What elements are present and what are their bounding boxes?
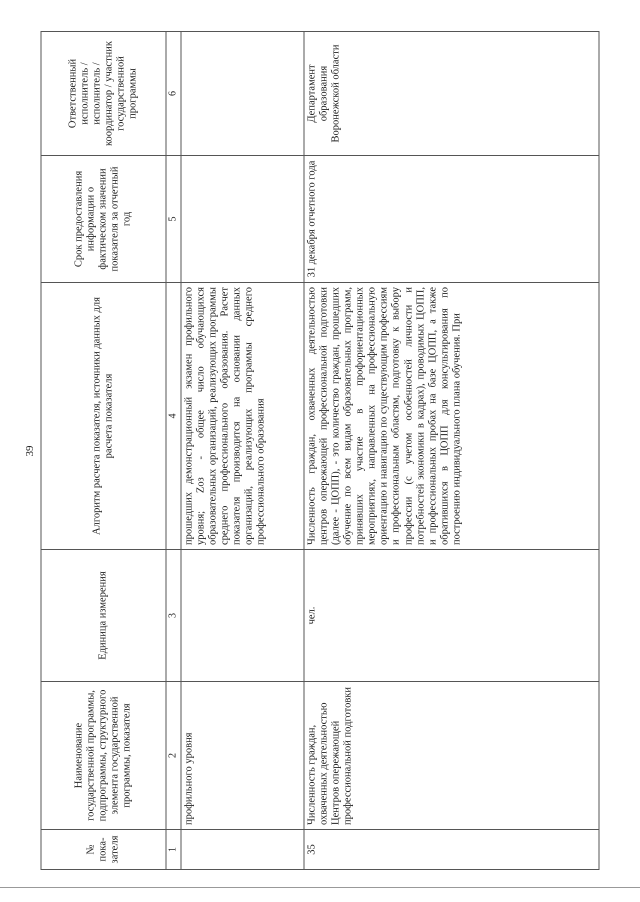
column-number: 2 [166,682,181,830]
column-number: 5 [166,156,181,283]
row-algorithm: прошедших демонстрационный экзамен профильного уровня; Zоз - общее число обучающихся образовательных организаций, реализующих программы среднего профессионального образования. Расчет показателя производится на основании данных организаций, реализующих программы среднего профессионального образования [181,283,304,550]
header-algorithm: Алгоритм расчета показателя, источники данных для расчета показателя [41,283,166,550]
rotated-table-container [41,32,600,870]
row-name: профильного уровня [181,682,304,830]
row-unit [181,550,304,682]
row-unit: чел. [304,550,599,682]
header-name: Наименование государственной программы, подпрограммы, структурного элемента государственной программы, показателя [41,682,166,830]
row-algorithm: Численность граждан, охваченных деятельностью центров опережающей профессиональной подготовки (далее - ЦОПП), - это количество граждан, прошедших обучение по всем видам образовательных программ, принявших участие в профориентационных мероприятиях, направленных на профессиональную ориентацию и навигацию по существующим профессиям и профессиональным областям, подготовку к выбору профессии (с учетом особенностей личности и потребностей экономики в кадрах), проводимых ЦОПП, и профессиональных пробах на базе ЦОПП, а также обратившихся в ЦОПП для консультирования по построению индивидуального плана обучения. При [304,283,599,550]
column-number: 6 [166,32,181,156]
header-unit: Единица измерения [41,550,166,682]
table-row [181,32,304,870]
header-deadline: Срок предоставления информации о фактическом значении показателя за отчетный год [41,156,166,283]
page-number: 39 [24,445,36,457]
indicators-table [41,31,600,870]
row-name: Численность граждан, охваченных деятельностью Центров опережающей профессиональной подготовки [304,682,599,830]
footer-rule [0,887,640,888]
row-deadline: 31 декабря отчетного года [304,156,599,283]
row-responsible: Департамент образования Воронежской области [304,32,599,156]
row-number [181,830,304,870]
row-deadline [181,156,304,283]
row-number: 35 [304,830,599,870]
column-number-row [166,32,181,870]
column-number: 3 [166,550,181,682]
header-row [41,32,166,870]
row-responsible [181,32,304,156]
table-row [304,32,599,870]
header-number: № пока-зателя [41,830,166,870]
column-number: 1 [166,830,181,870]
column-number: 4 [166,283,181,550]
header-responsible: Ответственный исполнитель / исполнитель / координатор / участник государственной программы [41,32,166,156]
